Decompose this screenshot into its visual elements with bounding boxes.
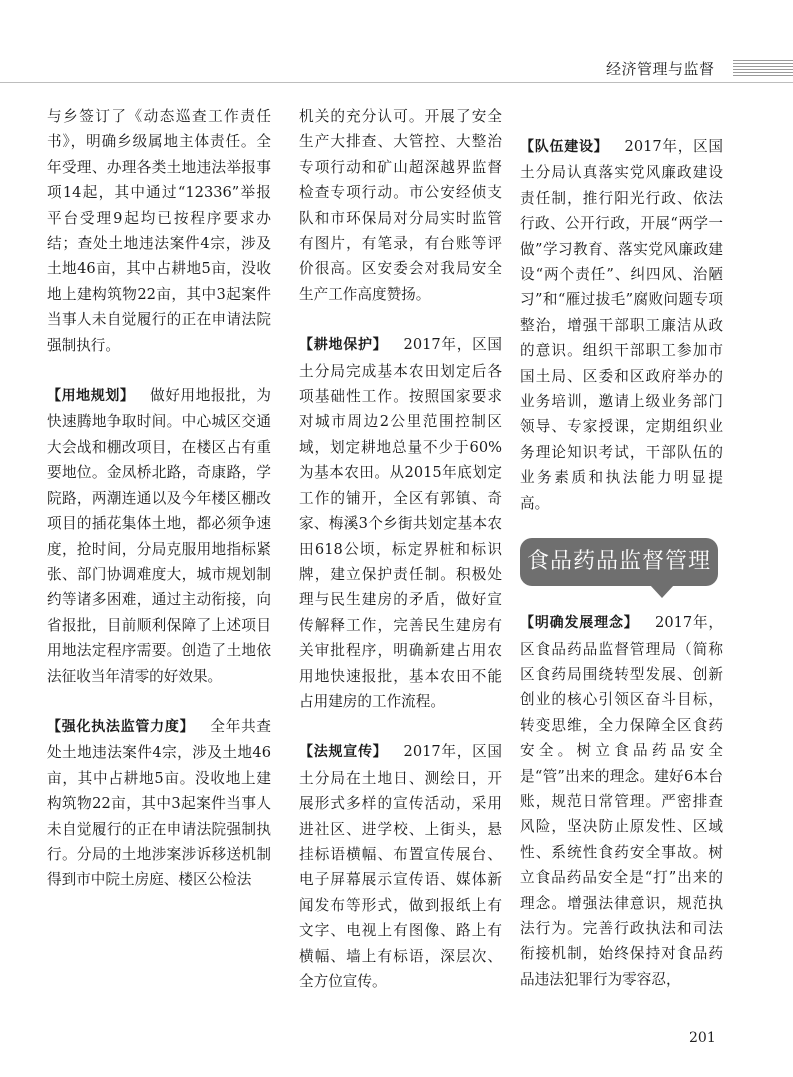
paragraph xyxy=(520,610,723,992)
section-keyword: 【强化执法监管力度】 xyxy=(47,718,195,735)
section-keyword: 【法规宣传】 xyxy=(299,744,388,761)
text-column-3 xyxy=(520,134,723,992)
paragraph xyxy=(47,714,271,893)
paragraph-text: 2017年，区国土分局认真落实党风廉政建设责任制，推行阳光行政、依法行政、公开行政，开展“两学一做”学习教育、落实党风廉政建设“两个责任”、纠四风、治陋习”和“雁过拔毛”腐败问题专项整治，增强干部职工廉洁从政的意识。组织干部职工参加市国土局、区委和区政府举办的业务培训，邀请上级业务部门领导、专家授课，定期组织业务理论知识考试，干部队伍的业务素质和执法能力明显提高。 xyxy=(520,138,724,512)
section-keyword: 【耕地保护】 xyxy=(299,337,388,354)
paragraph xyxy=(47,383,271,689)
paragraph-text: 2017年，区国土分局在土地日、测绘日，开展形式多样的宣传活动，采用进社区、进学校、上街头，悬挂标语横幅、布置宣传展台、电子屏幕展示宣传语、媒体新闻发布等形式，做到报纸上有文字、电视上有图像、路上有横幅、墙上有标语，深层次、全方位宣传。 xyxy=(299,743,503,990)
section-heading-banner: 食品药品监督管理 xyxy=(520,538,718,586)
paragraph-text: 做好用地报批，为快速腾地争取时间。中心城区交通大会战和棚改项目，在楼区占有重要地位。金凤桥北路，奇康路，学院路，两潮连通以及今年楼区棚改项目的插花集体土地，都必须争速度，抢时间，分局克服用地指标紧张、部门协调难度大，城市规划制约等诸多困难，通过主动衔接，向省报批，目前顺利保障了上述项目用地法定程序需要。创造了土地依法征收当年清零的好效果。 xyxy=(47,387,271,685)
paragraph xyxy=(299,739,502,994)
section-title: 经济管理与监督 xyxy=(606,60,715,78)
paragraph xyxy=(299,332,502,714)
paragraph xyxy=(520,134,723,516)
section-keyword: 【明确发展理念】 xyxy=(520,615,639,632)
text-column-1 xyxy=(47,104,271,893)
paragraph-text: 2017年，区食品药品监督管理局（简称区食药局围绕转型发展、创新创业的核心引领区奋斗目标，转变思维，全力保障全区食药安全。树立食品药品安全是“管”出来的理念。建好6本台账，规范日常管理。严密排查风险，坚决防止原发性、区域性、系统性食药安全事故。树立食品药品安全是“打”出来的理念。增强法律意识，规范执法行为。完善行政执法和司法衔接机制，始终保持对食品药品违法犯罪行为零容忍， xyxy=(520,614,724,988)
paragraph-text: 全年共查处土地违法案件4宗，涉及土地46亩，其中占耕地5亩。没收地上建构筑物22亩，其中3起案件当事人未自觉履行的正在申请法院强制执行。分局的土地涉案涉诉移送机制得到市中院土房庭、楼区公检法 xyxy=(47,717,271,889)
header-divider xyxy=(0,82,793,83)
page-number: 201 xyxy=(689,1030,716,1046)
text-column-2 xyxy=(299,104,502,994)
paragraph: 机关的充分认可。开展了安全生产大排查、大管控、大整治专项行动和矿山超深越界监督检查专项行动。市公安经侦支队和市环保局对分局实时监管有图片，有笔录，有台账等评价很高。区安委会对我局安全生产工作高度赞扬。 xyxy=(299,108,502,303)
paragraph: 与乡签订了《动态巡查工作责任书》，明确乡级属地主体责任。全年受理、办理各类土地违法举报事项14起，其中通过“12336”举报平台受理9起均已按程序要求办结；查处土地违法案件4宗，涉及土地46亩，其中占耕地5亩，没收地上建构筑物22亩，其中3起案件当事人未自觉履行的正在申请法院强制执行。 xyxy=(47,108,271,354)
section-keyword: 【队伍建设】 xyxy=(520,139,609,155)
paragraph-text: 2017年，区国土分局完成基本农田划定后各项基础性工作。按照国家要求对城市周边2公里范围控制区域，划定耕地总量不少于60%为基本农田。从2015年底划定工作的铺开，全区有郭镇、奇家、梅溪3个乡街共划定基本农田618公顷，标定界桩和标识牌，建立保护责任制。积极处理与民生建房的矛盾，做好宣传解释工作，完善民生建房有关审批程序，明确新建占用农用地快速报批，基本农田不能占用建房的工作流程。 xyxy=(299,336,503,710)
section-keyword: 【用地规划】 xyxy=(47,388,135,405)
header-decoration xyxy=(733,60,793,76)
